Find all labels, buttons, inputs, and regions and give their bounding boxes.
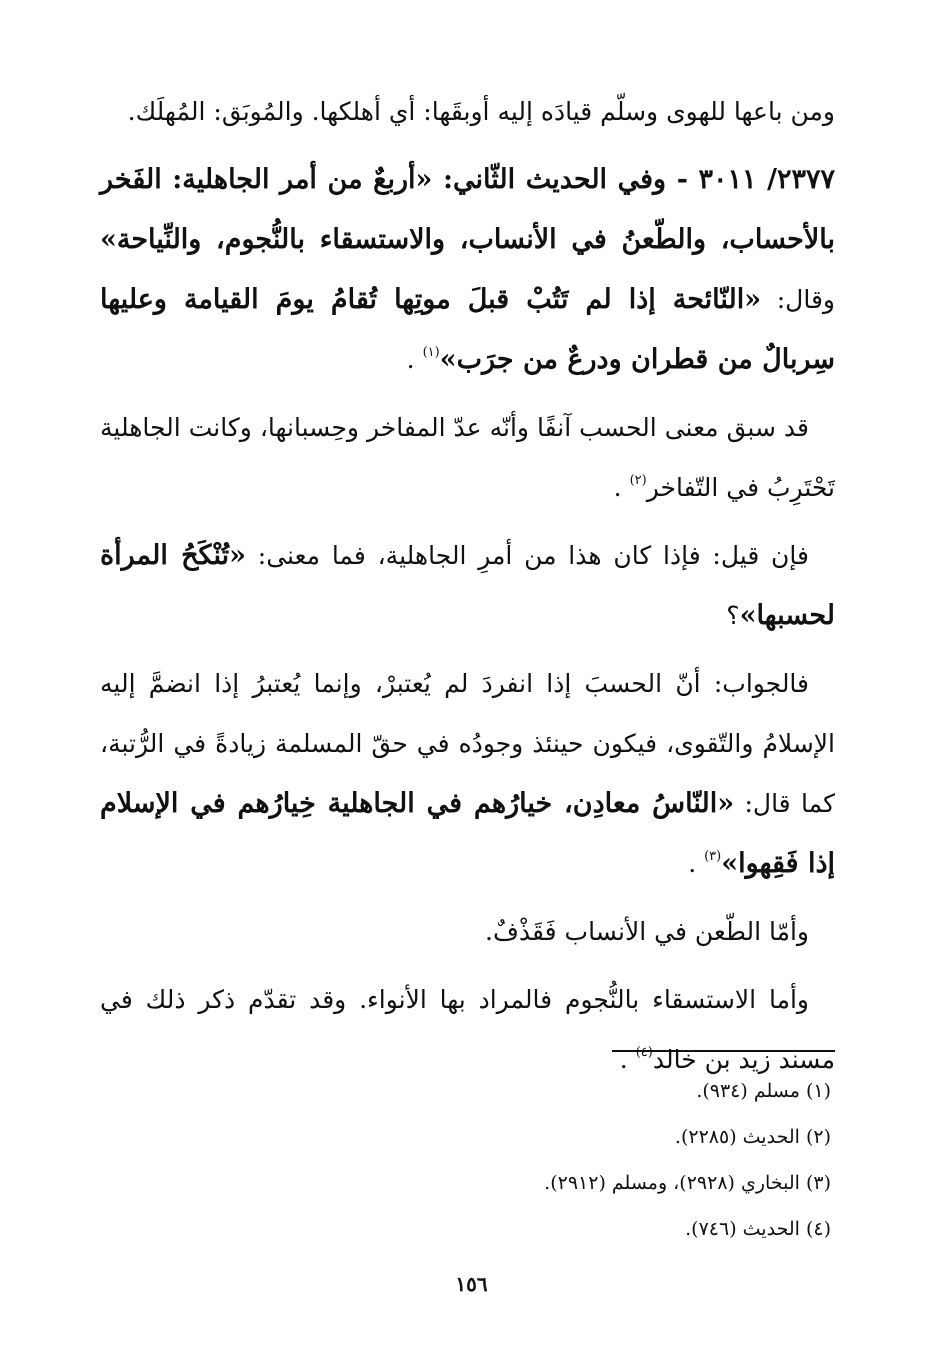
paragraph-end: . (688, 849, 705, 878)
footnote-ref-3: (٣) (704, 849, 722, 864)
paragraph-qadhf (100, 902, 835, 962)
paragraph-answer (100, 654, 835, 894)
paragraph-end: . (406, 345, 423, 374)
footnote-divider (612, 1050, 835, 1052)
footnote-ref-1: (١) (422, 345, 440, 360)
question-quote: «تُنْكَحُ المرأة لحسبها» (100, 540, 835, 631)
paragraph-intro (100, 82, 835, 142)
paragraph-hasab (100, 398, 835, 518)
footnote-ref-2: (٢) (629, 473, 647, 488)
page-body (100, 82, 835, 1098)
footnote-ref-4: (٤) (635, 1045, 653, 1060)
paragraph-text: فالجواب: أنّ الحسبَ إذا انفردَ لم يُعتبرْ، وإنما يُعتبرُ إذا انضمَّ إليه الإسلامُ والتّقوى، فيكون حينئذ وجودُه في حقّ المسلمة زيادةً في الرُّتبة، كما قال: (100, 669, 835, 818)
hadith-quote: «النّائحة إذا لم تَتُبْ قبلَ موتِها تُقامُ يومَ القيامة وعليها سِربالٌ من قطران ودرعٌ من جرَب» (100, 284, 835, 375)
paragraph-end: ؟ (726, 601, 740, 630)
footnote-item: (٢) الحديث (٢٢٨٥). (674, 1126, 831, 1148)
paragraph-hadith (100, 150, 835, 390)
paragraph-text: وأمّا الطّعن في الأنساب فَقَذْفٌ. (485, 917, 809, 946)
paragraph-question (100, 526, 835, 646)
footnote-item: (٣) البخاري (٢٩٢٨)، ومسلم (٢٩١٢). (544, 1172, 831, 1194)
hadith-heading: ٢٣٧٧/ ٣٠١١ - وفي الحديث الثّاني: «أربعٌ من أمر الجاهلية: الفَخر بالأحساب، والطّعنُ في الأنساب، والاستسقاء بالنُّجوم، والنِّياحة» (100, 164, 835, 255)
page-number: ١٥٦ (455, 1272, 488, 1296)
footnote-item: (١) مسلم (٩٣٤). (696, 1080, 831, 1102)
paragraph-text: فإن قيل: فإذا كان هذا من أمرِ الجاهلية، فما معنى: (246, 541, 809, 570)
paragraph-text: ومن باعها للهوى وسلّم قيادَه إليه أوبقَها: أي أهلكها. والمُوبَق: المُهلَك. (127, 97, 835, 126)
footnotes (544, 1068, 831, 1252)
paragraph-end: . (613, 473, 630, 502)
paragraph-text: قد سبق معنى الحسب آنفًا وأنّه عدّ المفاخر وحِسبانها، وكانت الجاهلية تَحْتَرِبُ في التّفاخر (100, 413, 835, 502)
footnote-item: (٤) الحديث (٧٤٦). (685, 1218, 831, 1240)
hadith-connector: وقال: (761, 285, 835, 314)
paragraph-end: . (619, 1045, 636, 1074)
answer-quote: «النّاسُ معادِن، خيارُهم في الجاهلية خِيارُهم في الإسلام إذا فَقِهوا» (100, 788, 835, 879)
paragraph-text: وأما الاستسقاء بالنُّجوم فالمراد بها الأنواء. وقد تقدّم ذكر ذلك في مسند زيد بن خالد (100, 985, 835, 1074)
